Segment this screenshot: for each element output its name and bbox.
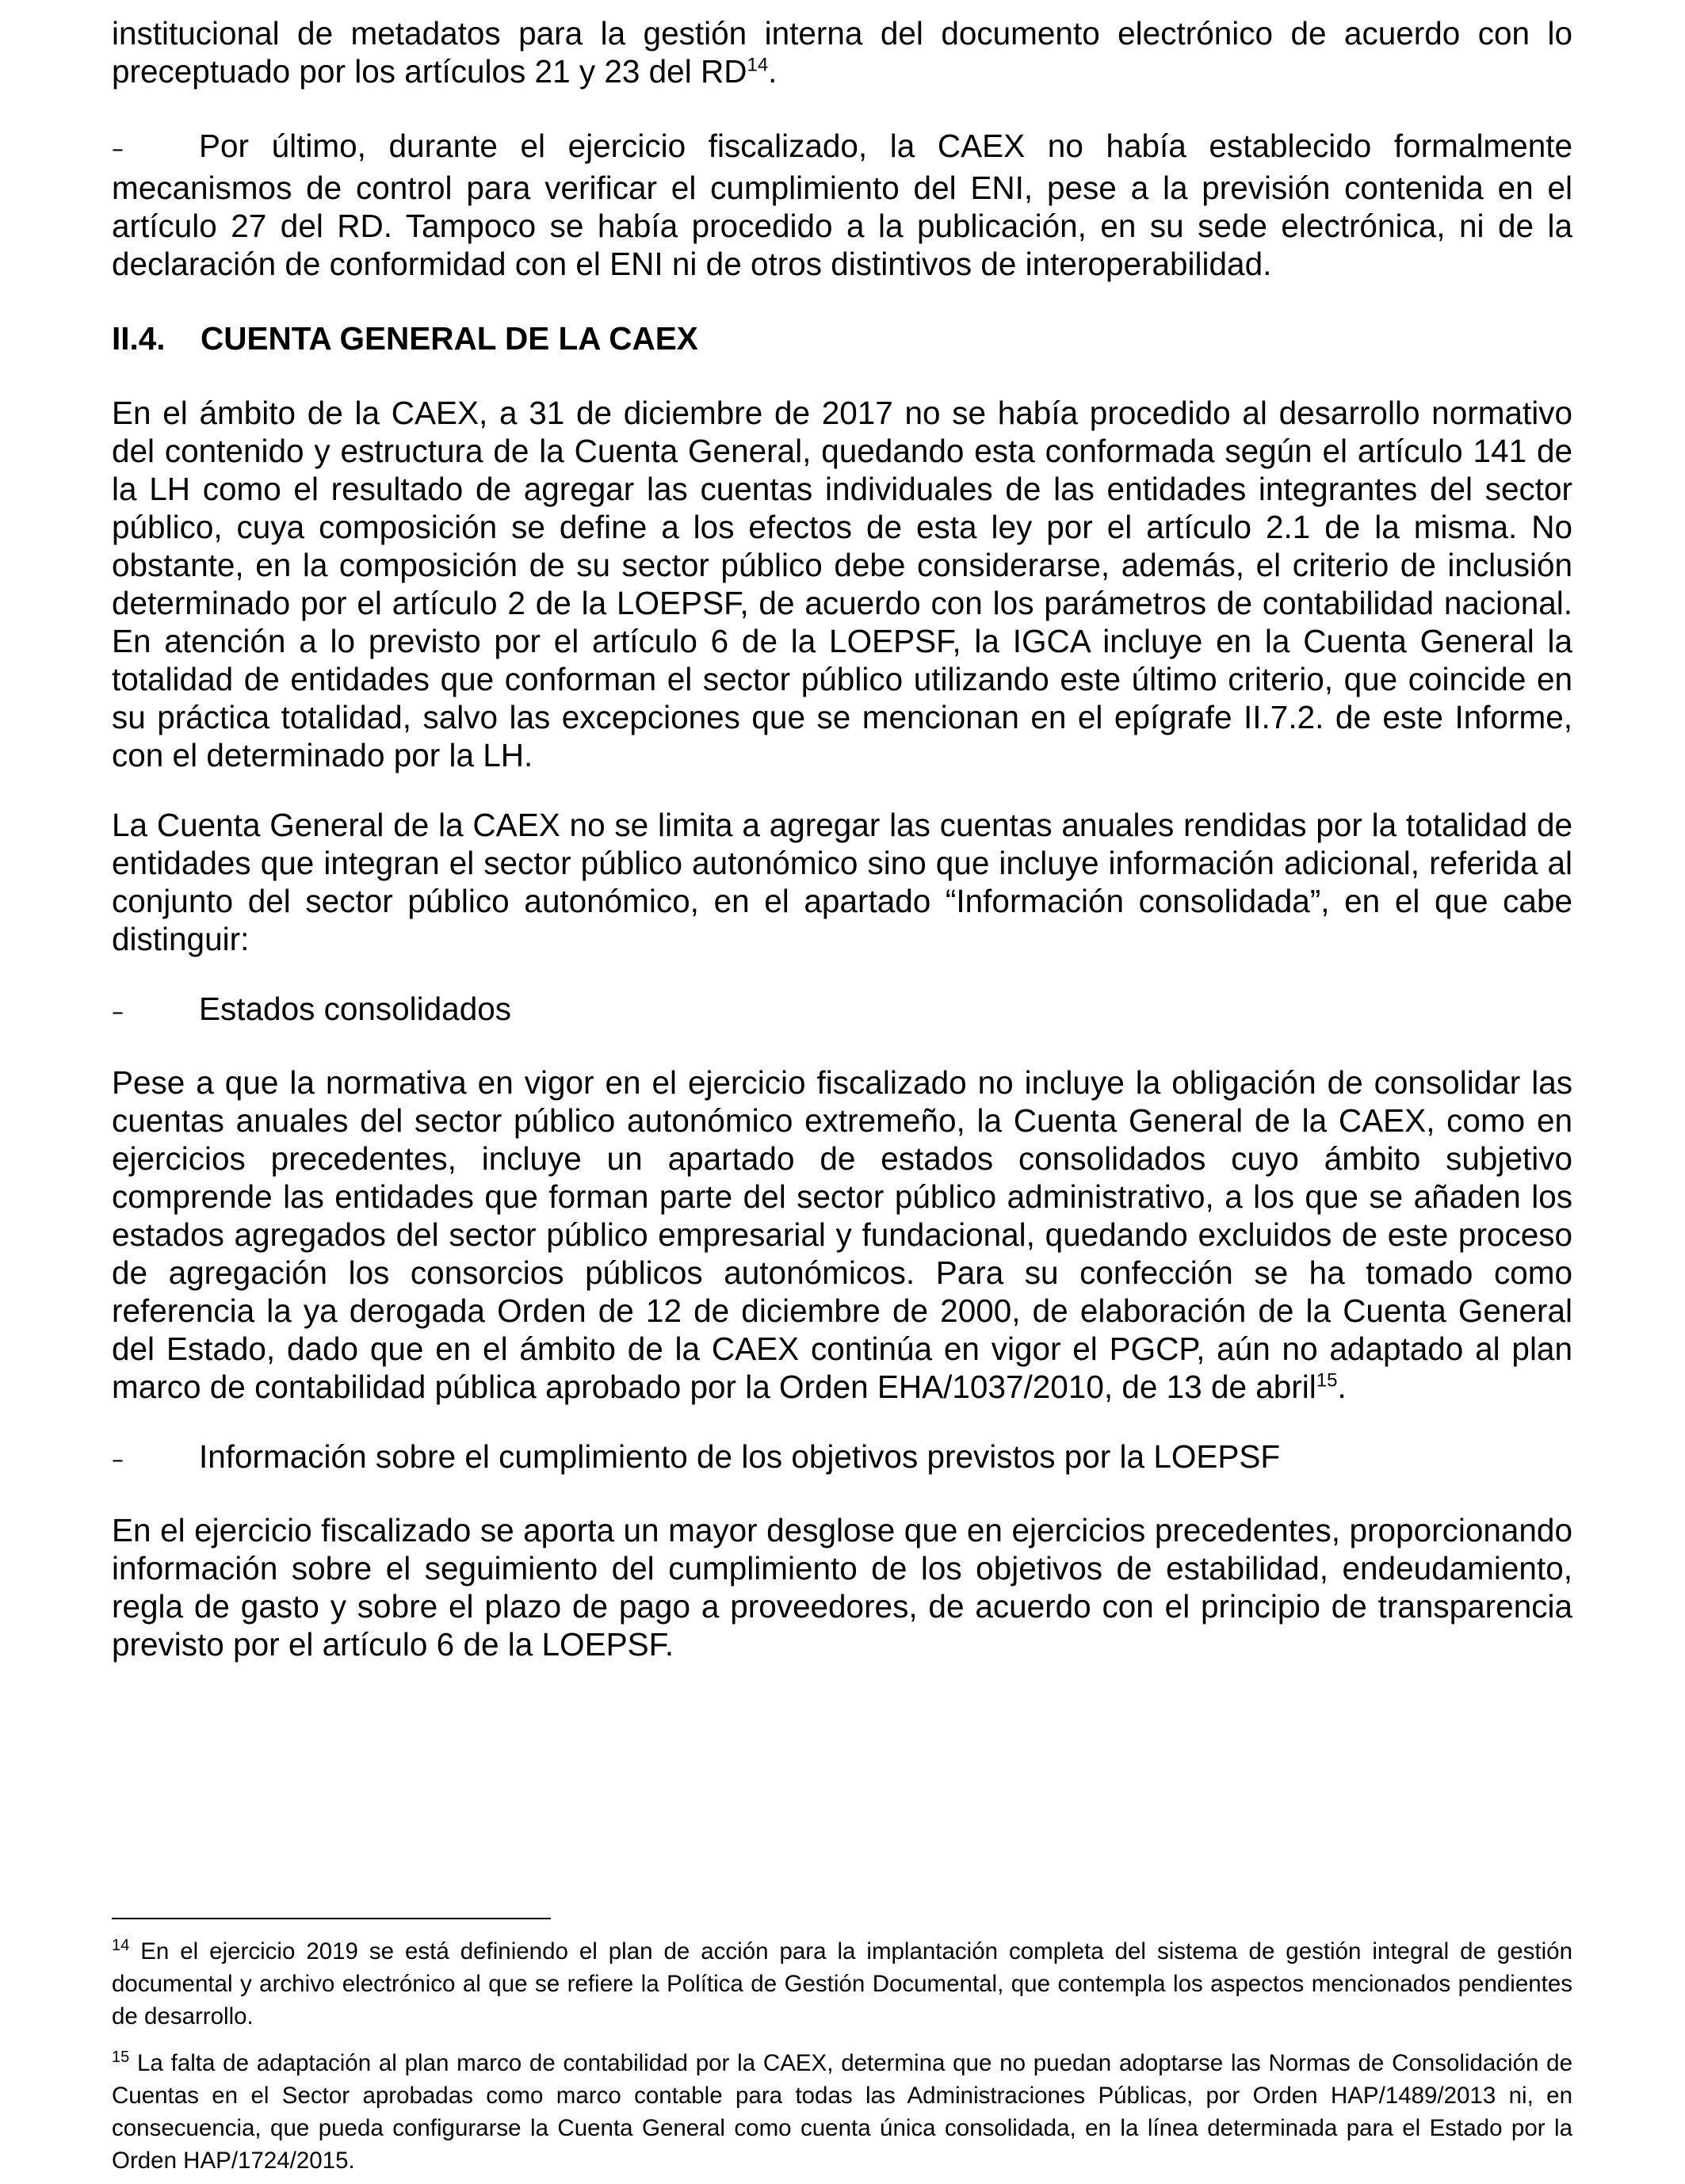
- paragraph-metadatos: [112, 14, 1572, 90]
- footnote-separator: [112, 1918, 551, 1919]
- paragraph-cuenta-general: La Cuenta General de la CAEX no se limita a agregar las cuentas anuales rendidas por la totalidad de entidades que integran el sector público autonómico sino que incluye información adicional, referida al conjunto del sector público autonómico, en el apartado “Información consolidada”, en el que cabe distinguir:: [112, 807, 1572, 957]
- dash-bullet-icon: –: [112, 136, 124, 163]
- footnote-number: 15: [112, 2048, 130, 2067]
- paragraph-text: Pese a que la normativa en vigor en el ejercicio fiscalizado no incluye la obligación de consolidar las cuentas anuales del sector público autonómico extremeño, la Cuenta General de la CAEX, como en ejercicios precedentes, incluye un apartado de estados consolidados cuyo ámbito subjetivo comprende las entidades que forman parte del sector público administrativo, a los que se añaden los estados agregados del sector público empresarial y fundacional, quedando excluidos de este proceso de agregación los consorcios públicos autonómicos. Para su confección se ha tomado como referencia la ya derogada Orden de 12 de diciembre de 2000, de elaboración de la Cuenta General del Estado, dado que en el ámbito de la CAEX continúa en vigor el PGCP, aún no adaptado al plan marco de contabilidad pública aprobado por la Orden EHA/1037/2010, de 13 de abril: [112, 1064, 1572, 1405]
- footnote-ref-15[interactable]: 15: [1316, 1369, 1338, 1392]
- bullet-informacion-loepsf: [112, 1438, 1572, 1480]
- footnote-14: [112, 1935, 1572, 2033]
- footnote-15: [112, 2047, 1572, 2177]
- bullet-eni-control: [112, 127, 1572, 283]
- paragraph-end: .: [768, 53, 778, 90]
- section-title: CUENTA GENERAL DE LA CAEX: [201, 320, 698, 357]
- paragraph-ejercicio: En el ejercicio fiscalizado se aporta un mayor desglose que en ejercicios precedentes, proporcionando información sobre el seguimiento del cumplimiento de los objetivos de estabilidad, endeudamiento, regla de gasto y sobre el plazo de pago a proveedores, de acuerdo con el principio de transparencia previsto por el artículo 6 de la LOEPSF.: [112, 1512, 1572, 1663]
- dash-bullet-icon: –: [112, 998, 124, 1026]
- paragraph-pese: [112, 1063, 1572, 1406]
- paragraph-end: .: [1337, 1369, 1347, 1405]
- footnote-text: La falta de adaptación al plan marco de contabilidad por la CAEX, determina que no puedan adoptarse las Normas de Consolidación de Cuentas en el Sector aprobadas como marco contable para todas las Administraciones Públicas, por Orden HAP/1489/2013 ni, en consecuencia, que pueda configurarse la Cuenta General como cuenta única consolidada, en la línea determinada para el Estado por la Orden HAP/1724/2015.: [112, 2050, 1572, 2174]
- footnote-number: 14: [112, 1937, 130, 1955]
- paragraph-ambito: En el ámbito de la CAEX, a 31 de diciembre de 2017 no se había procedido al desarrollo normativo del contenido y estructura de la Cuenta General, quedando esta conformada según el artículo 141 de la LH como el resultado de agregar las cuentas individuales de las entidades integrantes del sector público, cuya composición se define a los efectos de esta ley por el artículo 2.1 de la misma. No obstante, en la composición de su sector público debe considerarse, además, el criterio de inclusión determinado por el artículo 2 de la LOEPSF, de acuerdo con los parámetros de contabilidad nacional. En atención a lo previsto por el artículo 6 de la LOEPSF, la IGCA incluye en la Cuenta General la totalidad de entidades que conforman el sector público utilizando este último criterio, que coincide en su práctica totalidad, salvo las excepciones que se mencionan en el epígrafe II.7.2. de este Informe, con el determinado por la LH.: [112, 395, 1572, 773]
- bullet-estados-consolidados: [112, 990, 1572, 1032]
- section-number: II.4.: [112, 320, 166, 357]
- footnotes-area: [112, 1918, 1572, 2177]
- paragraph-text: institucional de metadatos para la gestión interna del documento electrónico de acuerdo con lo preceptuado por los artículos 21 y 23 del RD: [112, 15, 1572, 90]
- document-body: [112, 14, 1572, 1663]
- section-heading: [112, 319, 1572, 357]
- bullet-text: Información sobre el cumplimiento de los objetivos previstos por la LOEPSF: [199, 1438, 1281, 1475]
- footnote-text: En el ejercicio 2019 se está definiendo el plan de acción para la implantación completa del sistema de gestión integral de gestión documental y archivo electrónico al que se refiere la Política de Gestión Documental, que contempla los aspectos mencionados pendientes de desarrollo.: [112, 1938, 1572, 2029]
- bullet-text: Por último, durante el ejercicio fiscalizado, la CAEX no había establecido formalmente mecanismos de control para verificar el cumplimiento del ENI, pese a la previsión contenida en el artículo 27 del RD. Tampoco se había procedido a la publicación, en su sede electrónica, ni de la declaración de conformidad con el ENI ni de otros distintivos de interoperabilidad.: [112, 128, 1572, 282]
- footnote-ref-14[interactable]: 14: [747, 54, 769, 76]
- bullet-text: Estados consolidados: [199, 991, 512, 1027]
- dash-bullet-icon: –: [112, 1446, 124, 1474]
